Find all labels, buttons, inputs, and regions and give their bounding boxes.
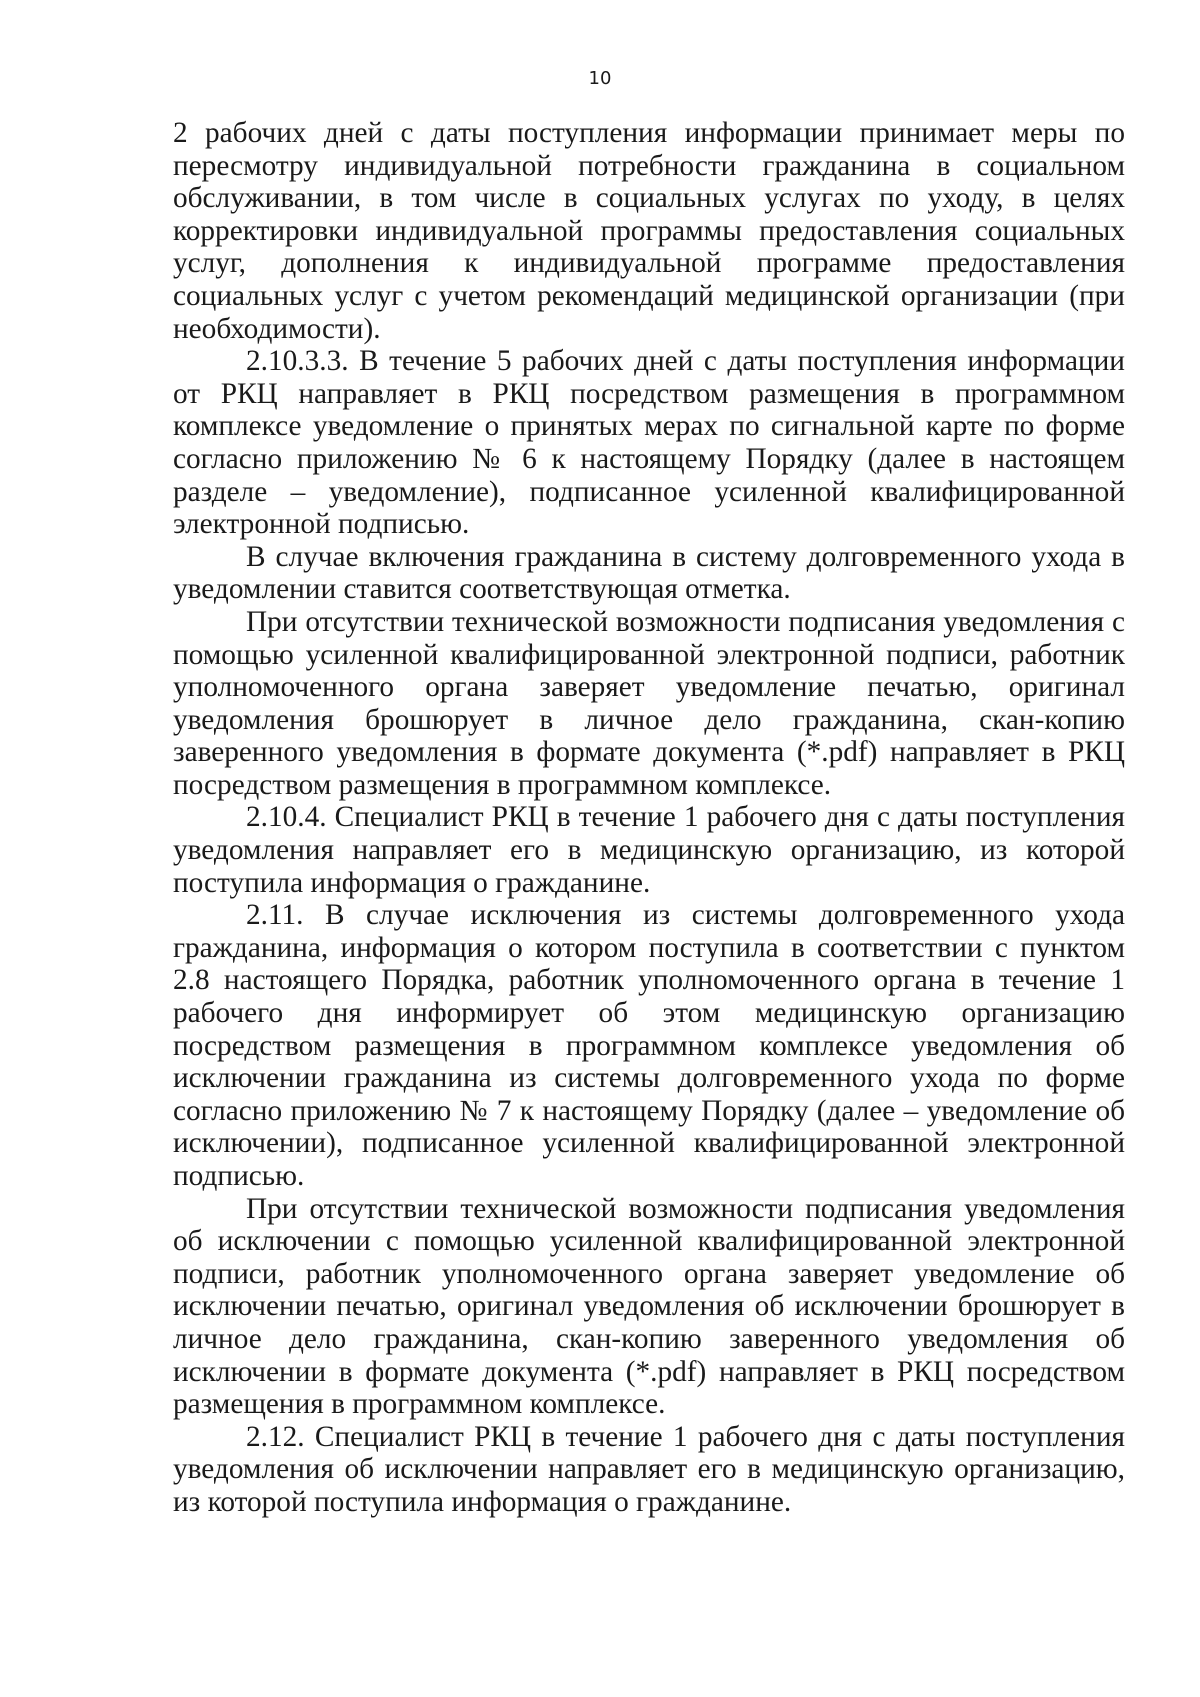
page-number: 10 [588,68,612,89]
paragraph-2-10-3-3: 2.10.3.3. В течение 5 рабочих дней с даты поступления информации от РКЦ направляет в РКЦ посредством размещения в программном комплексе уведомление о принятых мерах по сигнальной карте по форме согласно приложению № 6 к настоящему Порядку (далее в настоящем разделе – уведомление), подписанное усиленной квалифицированной электронной подписью. [173,345,1125,541]
paragraph-ltc-inclusion-mark: В случае включения гражданина в систему долговременного ухода в уведомлении ставится соответствующая отметка. [173,540,1125,606]
paragraph-2-12: 2.12. Специалист РКЦ в течение 1 рабочего дня с даты поступления уведомления об исключении направляет его в медицинскую организацию, из которой поступила информация о гражданине. [173,1420,1125,1518]
paragraph-continuation: 2 рабочих дней с даты поступления информации принимает меры по пересмотру индивидуальной потребности гражданина в социальном обслуживании, в том числе в социальных услугах по уходу, в целях корректировки индивидуальной программы предоставления социальных услуг, дополнения к индивидуальной программе предоставления социальных услуг с учетом рекомендаций медицинской организации (при необходимости). [173,117,1125,345]
paragraph-2-11: 2.11. В случае исключения из системы долговременного ухода гражданина, информация о котором поступила в соответствии с пунктом 2.8 настоящего Порядка, работник уполномоченного органа в течение 1 рабочего дня информирует об этом медицинскую организацию посредством размещения в программном комплексе уведомления об исключении гражданина из системы долговременного ухода по форме согласно приложению № 7 к настоящему Порядку (далее – уведомление об исключении), подписанное усиленной квалифицированной электронной подписью. [173,899,1125,1192]
paragraph-2-10-4: 2.10.4. Специалист РКЦ в течение 1 рабочего дня с даты поступления уведомления направляет его в медицинскую организацию, из которой поступила информация о гражданине. [173,801,1125,899]
paragraph-no-signature-notification: При отсутствии технической возможности подписания уведомления с помощью усиленной квалифицированной электронной подписи, работник уполномоченного органа заверяет уведомление печатью, оригинал уведомления брошюрует в личное дело гражданина, скан-копию заверенного уведомления в формате документа (*.pdf) направляет в РКЦ посредством размещения в программном комплексе. [173,605,1125,801]
paragraph-no-signature-exclusion: При отсутствии технической возможности подписания уведомления об исключении с помощью усиленной квалифицированной электронной подписи, работник уполномоченного органа заверяет уведомление об исключении печатью, оригинал уведомления об исключении брошюрует в личное дело гражданина, скан-копию заверенного уведомления об исключении в формате документа (*.pdf) направляет в РКЦ посредством размещения в программном комплексе. [173,1192,1125,1421]
document-body [173,117,1125,1519]
